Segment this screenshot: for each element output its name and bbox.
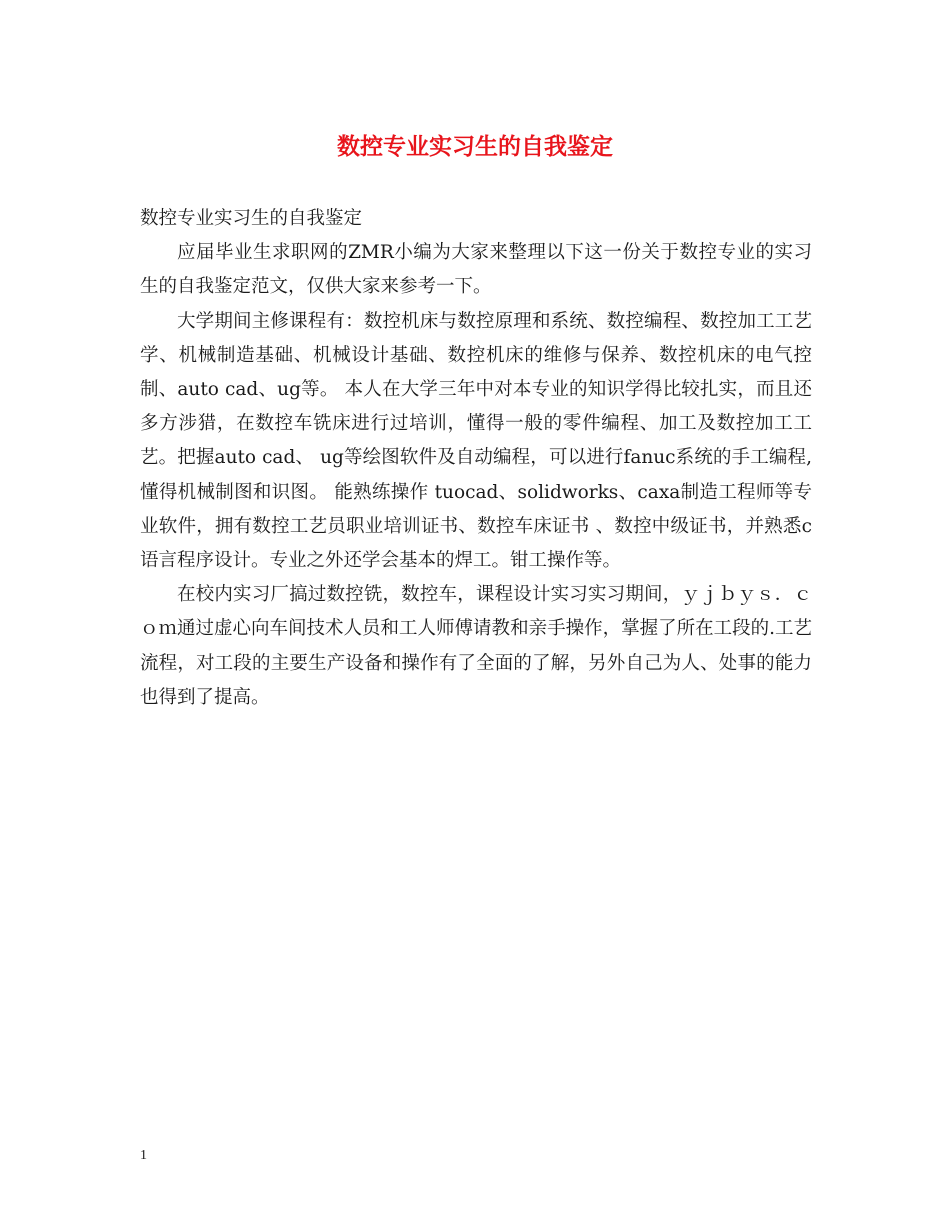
paragraph-intro: 应届毕业生求职网的ZMR小编为大家来整理以下这一份关于数控专业的实习生的自我鉴定范文，仅供大家来参考一下。	[140, 242, 812, 298]
document-subtitle: 数控专业实习生的自我鉴定	[140, 208, 363, 229]
paragraph-internship: 在校内实习厂搞过数控铣，数控车，课程设计实习实习期间，ｙｊｂｙｓ．ｃｏｍ通过虚心向车间技术人员和工人师傅请教和亲手操作，掌握了所在工段的.工艺流程，对工段的主要生产设备和操作有了全面的了解，另外自己为人、处事的能力也得到了提高。	[140, 584, 812, 708]
paragraph-courses: 大学期间主修课程有：数控机床与数控原理和系统、数控编程、数控加工工艺学、机械制造基础、机械设计基础、数控机床的维修与保养、数控机床的电气控制、auto cad、ug等。 本人在大学三年中对本专业的知识学得比较扎实，而且还多方涉猎，在数控车铣床进行过培训，懂得一般的零件编程、加工及数控加工工艺。把握auto cad、 ug等绘图软件及自动编程，可以进行fanuc系统的手工编程,懂得机械制图和识图。 能熟练操作 tuocad、solidworks、caxa制造工程师等专业软件，拥有数控工艺员职业培训证书、数控车床证书 、数控中级证书，并熟悉c语言程序设计。专业之外还学会基本的焊工。钳工操作等。	[140, 310, 812, 572]
document-title: 数控专业实习生的自我鉴定	[337, 133, 613, 160]
page-number: 1	[140, 1148, 147, 1163]
document-body	[140, 202, 812, 715]
